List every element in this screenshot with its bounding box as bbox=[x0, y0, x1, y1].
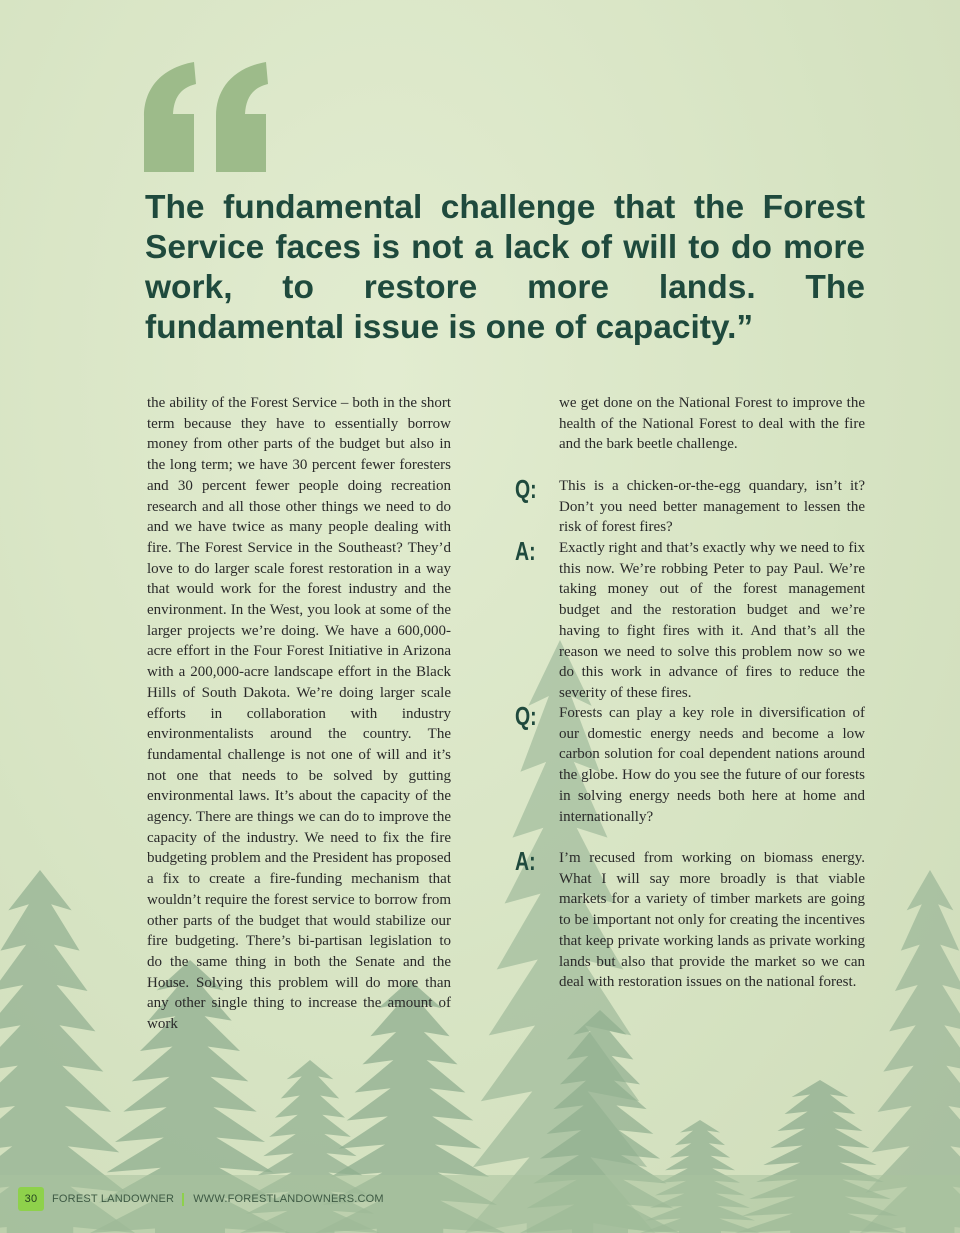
answer-2 bbox=[515, 848, 865, 993]
answer-continuation bbox=[515, 393, 865, 455]
question-2 bbox=[515, 703, 865, 827]
question-label: Q: bbox=[515, 474, 537, 504]
publication-name: FOREST LANDOWNER bbox=[52, 1193, 175, 1205]
answer-label: A: bbox=[515, 846, 536, 876]
footer-divider bbox=[182, 1193, 184, 1206]
answer-1-text: Exactly right and that’s exactly why we need to fix this now. We’re robbing Peter to pay Paul. We’re taking money out of the forest management budget and the restoration budget and we’re having to fight fires with it. And that’s all the reason we need to solve this problem now so we do this work in advance of fires to reduce the severity of these fires. bbox=[559, 540, 865, 701]
question-2-text: Forests can play a key role in diversification of our domestic energy needs and become a low carbon solution for coal dependent nations around the globe. How do you see the future of our forests in solving energy needs both here at home and internationally? bbox=[559, 705, 865, 825]
answer-label: A: bbox=[515, 536, 536, 566]
left-column-text: the ability of the Forest Service – both in the short term because they have to essentially borrow money from other parts of the budget but also in the long term; we have 30 percent fewer foresters and 30 percent fewer people doing recreation research and all those other things we need to do and we have twice as many people dealing with fire. The Forest Service in the Southeast? They’d love to do larger scale forest restoration in a way that would work for the forest industry and the environment. In the West, you look at some of the larger projects we’re doing. We have a 600,000-acre effort in the Four Forest Initiative in Arizona with a 200,000-acre landscape effort in the Black Hills of South Dakota. We’re doing larger scale efforts in collaboration with industry environmentalists around the country. The fundamental challenge is not one of will and it’s not one that needs to be solved by gutting environmental laws. It’s about the capacity of the agency. There are things we can do to improve the capacity of the industry. We need to fix the fire budgeting problem and the President has proposed a fix to create a fire-funding mechanism that wouldn’t require the forest service to borrow from other parts of the budget that would stabilize our fire budgeting. There’s bi-partisan legislation to do the same thing in both the Senate and the House. Solving this problem will do more than any other single thing to increase the amount of work bbox=[147, 395, 451, 1033]
page-number: 30 bbox=[18, 1187, 44, 1211]
open-quote-icon bbox=[142, 60, 270, 172]
pull-quote: The fundamental challenge that the Forest Service faces is not a lack of will to do more work, to restore more lands. The fundamental issue is one of capacity.” bbox=[145, 189, 865, 346]
answer-2-text: I’m recused from working on biomass energy. What I will say more broadly is that viable markets for a variety of timber markets are going to be important not only for creating the incentives that keep private working lands as private working lands but also that provide the market so we can deal with restoration issues on the national forest. bbox=[559, 850, 865, 991]
website-link[interactable]: WWW.FORESTLANDOWNERS.COM bbox=[193, 1193, 384, 1205]
page-footer bbox=[18, 1187, 384, 1211]
answer-1 bbox=[515, 538, 865, 704]
continuation-text: we get done on the National Forest to improve the health of the National Forest to deal with the fire and the bark beetle challenge. bbox=[559, 395, 865, 453]
question-1 bbox=[515, 476, 865, 538]
question-1-text: This is a chicken-or-the-egg quandary, isn’t it? Don’t you need better management to lessen the risk of forest fires? bbox=[559, 478, 865, 536]
question-label: Q: bbox=[515, 701, 537, 731]
